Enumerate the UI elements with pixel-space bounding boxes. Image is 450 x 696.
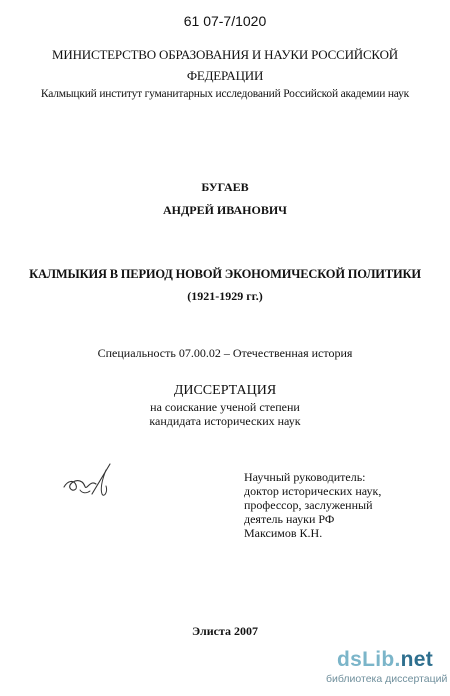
ministry-line-2: ФЕДЕРАЦИИ [186,68,264,83]
watermark [326,648,448,686]
watermark-logo-main: dsLib. [336,648,401,671]
city-year: Элиста 2007 [192,624,258,638]
author-surname: БУГАЕВ [201,180,249,194]
signature-image [62,460,124,500]
advisor-title: профессор, заслуженный [244,498,373,512]
advisor-name: Максимов К.Н. [244,526,323,540]
ministry-line-1: МИНИСТЕРСТВО ОБРАЗОВАНИЯ И НАУКИ РОССИЙСКОЙ [52,47,398,62]
degree-line-2: кандидата исторических наук [149,414,301,428]
document-code: 61 07-7/1020 [183,13,267,29]
advisor-degree: доктор исторических наук, [244,484,382,498]
watermark-logo [326,648,444,672]
watermark-tagline: библиотека диссертаций [326,673,448,685]
author-name: АНДРЕЙ ИВАНОВИЧ [163,203,287,217]
dissertation-title: КАЛМЫКИЯ В ПЕРИОД НОВОЙ ЭКОНОМИЧЕСКОЙ ПОЛИТИКИ [29,267,421,281]
title-years: (1921-1929 гг.) [187,289,263,303]
degree-line-1: на соискание ученой степени [150,400,300,414]
advisor-label: Научный руководитель: [244,470,366,484]
dissertation-heading: ДИССЕРТАЦИЯ [173,383,277,398]
advisor-honor: деятель науки РФ [244,512,335,526]
specialty: Специальность 07.00.02 – Отечественная история [97,346,353,360]
watermark-logo-accent: net [400,648,434,671]
institute-name: Калмыцкий институт гуманитарных исследований Российской академии наук [40,88,410,100]
